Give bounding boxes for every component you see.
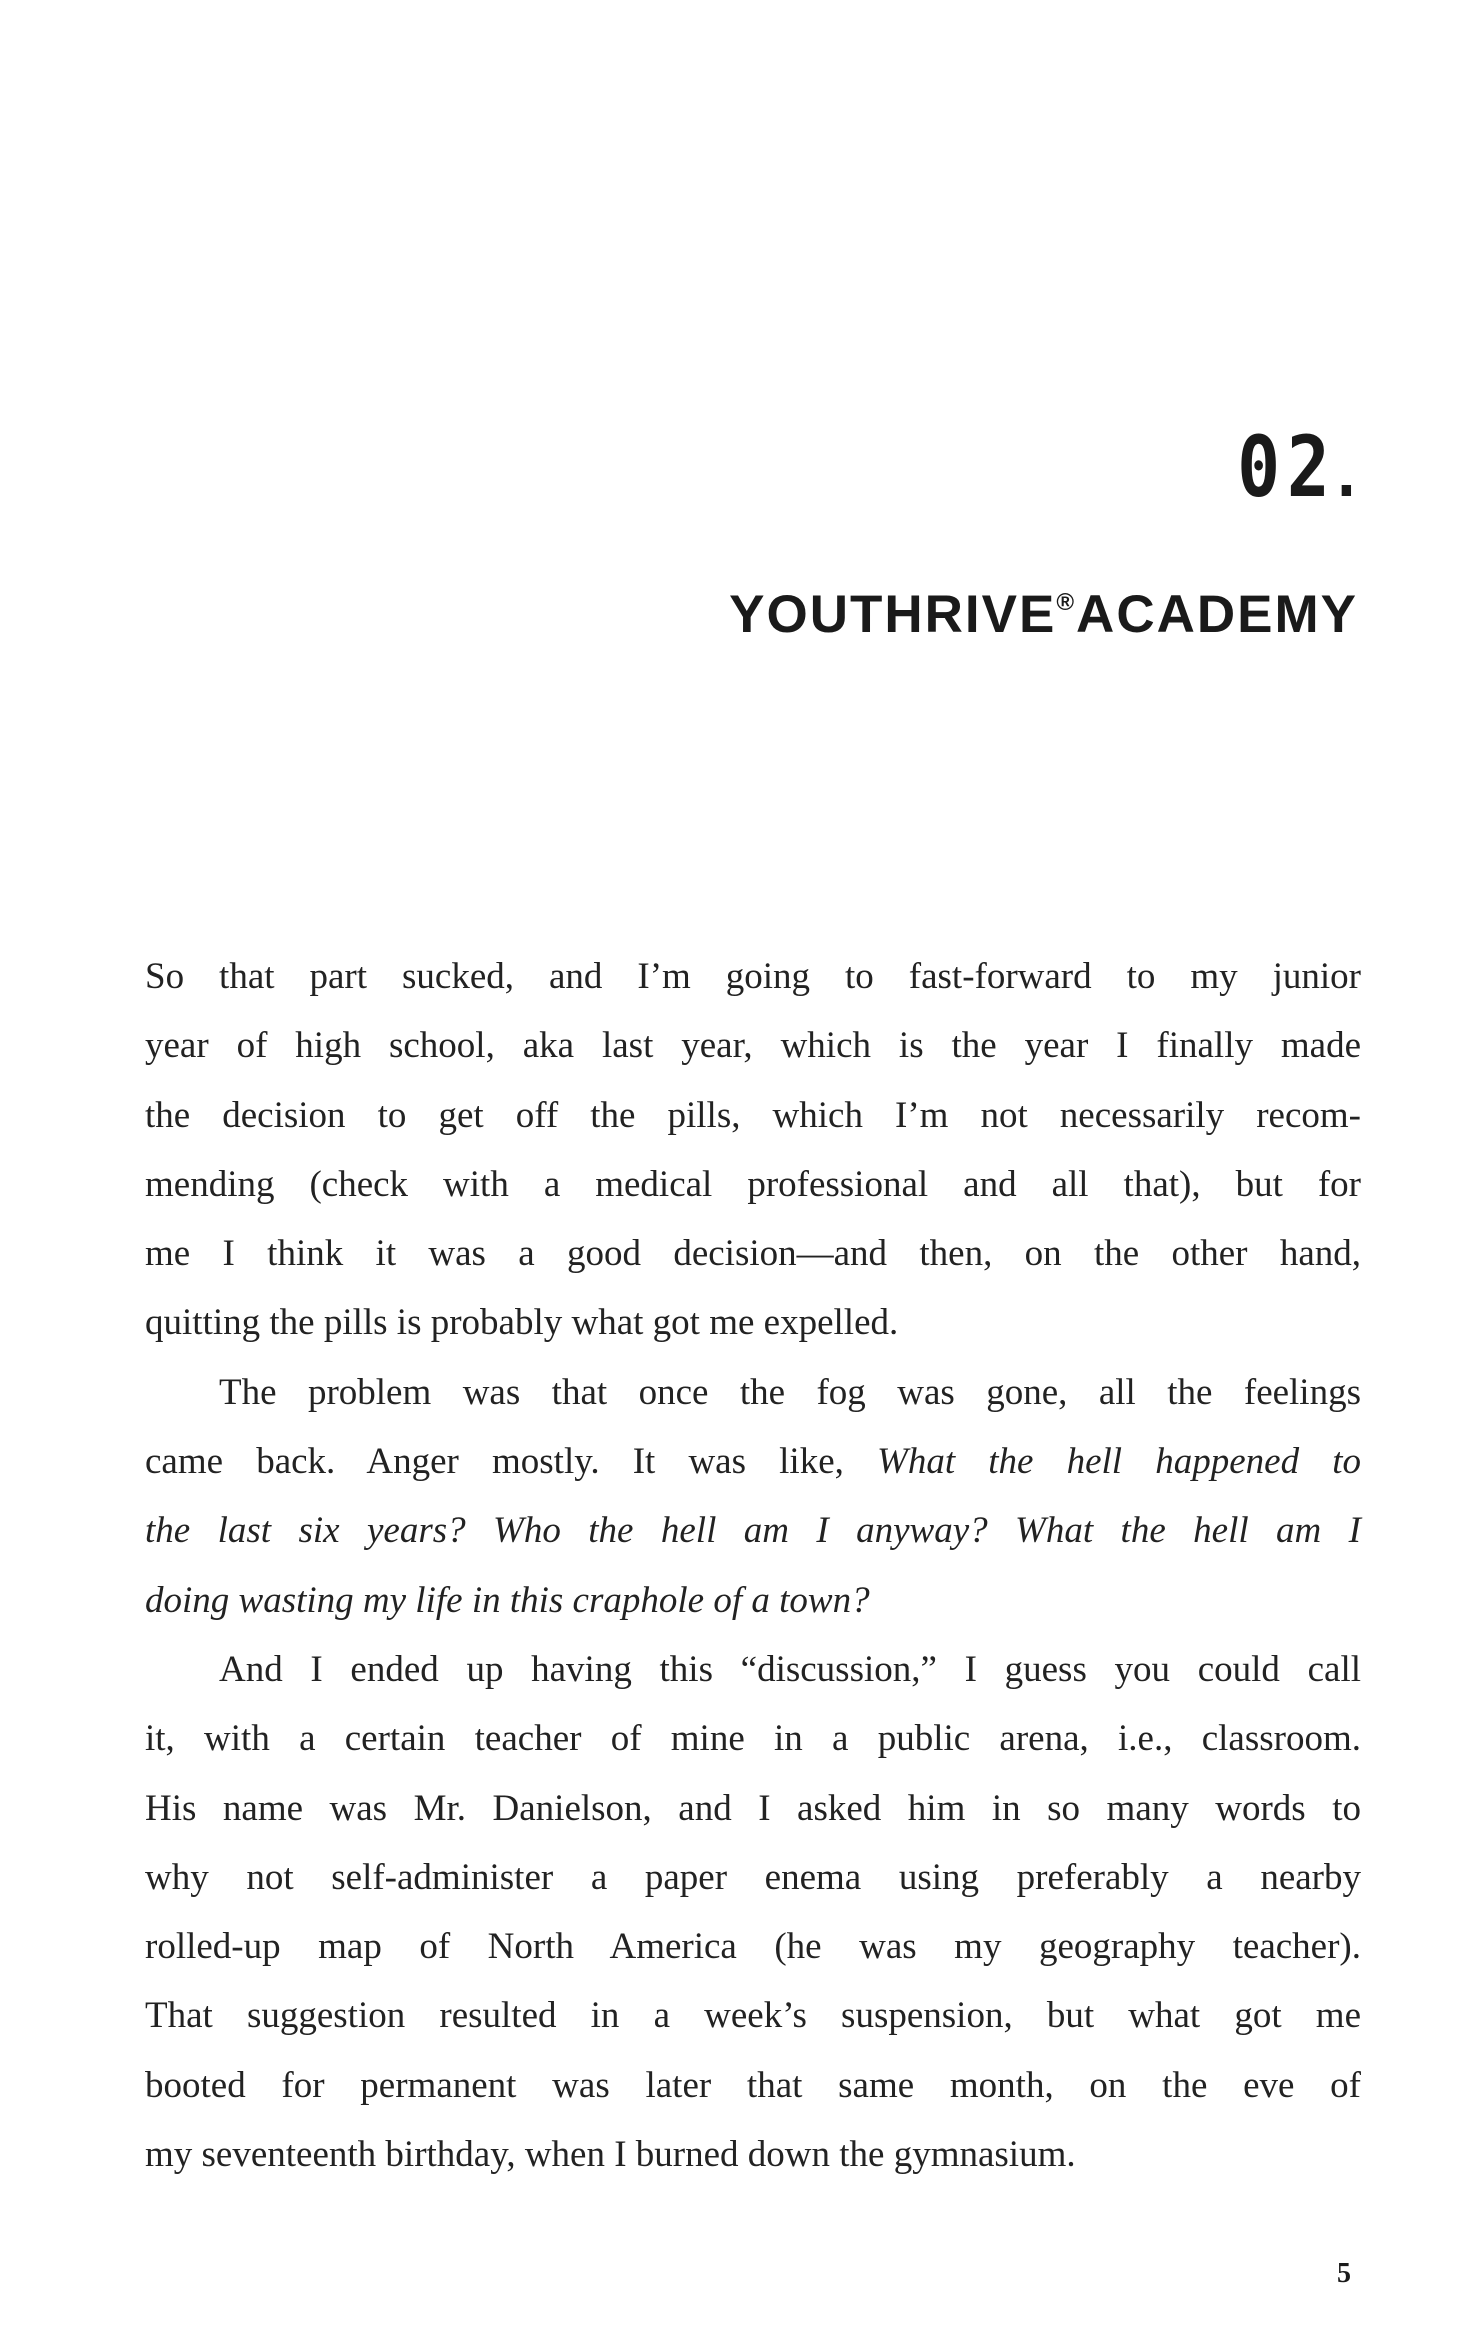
paragraph (145, 1635, 1361, 2189)
italic-text: the last six years? Who the hell am I anyway? What the hell am I (145, 1510, 1361, 1552)
text-segment: booted for permanent was later that same month, on the eve of (145, 2064, 1361, 2106)
chapter-number (1236, 418, 1351, 516)
text-segment: rolled-up map of North America (he was my geography teacher). (145, 1926, 1361, 1968)
page-number: 5 (1337, 2258, 1351, 2289)
text-segment: the decision to get off the pills, which I’m not necessarily recom- (145, 1094, 1361, 1136)
text-line (145, 1843, 1361, 1912)
text-line (145, 1150, 1361, 1219)
text-line (145, 1427, 1361, 1496)
text-line (145, 1011, 1361, 1080)
text-line (145, 1912, 1361, 1981)
chapter-title-part1: YOUTHRIVE (729, 585, 1057, 644)
registered-mark: ® (1056, 589, 1077, 616)
text-line (145, 2120, 1361, 2189)
paragraph (145, 942, 1361, 1358)
text-segment: my seventeenth birthday, when I burned down the gymnasium. (145, 2134, 1076, 2176)
italic-text: doing wasting my life in this craphole of a town? (145, 1579, 870, 1621)
text-line (145, 1635, 1361, 1704)
chapter-title-part2: ACADEMY (1076, 585, 1358, 644)
chapter-body-text (145, 942, 1361, 2189)
text-segment: So that part sucked, and I’m going to fast-forward to my junior (145, 956, 1361, 997)
text-segment: mending (check with a medical professional and all that), but for (145, 1163, 1361, 1205)
text-segment: it, with a certain teacher of mine in a public arena, i.e., classroom. (145, 1718, 1361, 1760)
text-line (145, 942, 1361, 1011)
italic-text: What the hell happened to (877, 1441, 1361, 1483)
paragraph (145, 1358, 1361, 1635)
text-segment: year of high school, aka last year, which is the year I finally made (145, 1025, 1361, 1067)
text-segment: The problem was that once the fog was gone, all the feelings (219, 1371, 1361, 1413)
text-line (145, 1981, 1361, 2050)
text-line (145, 1774, 1361, 1843)
text-segment: came back. Anger mostly. It was like, (145, 1441, 878, 1483)
text-line (145, 2051, 1361, 2120)
text-segment: And I ended up having this “discussion,” I guess you could call (219, 1648, 1361, 1690)
text-line (145, 1496, 1361, 1565)
chapter-title (729, 585, 1358, 644)
text-line (145, 1704, 1361, 1773)
text-segment: why not self-administer a paper enema using preferably a nearby (145, 1856, 1361, 1898)
text-line (145, 1566, 1361, 1635)
text-line (145, 1219, 1361, 1288)
chapter-number-dot (1342, 485, 1351, 496)
text-line (145, 1358, 1361, 1427)
text-segment: quitting the pills is probably what got me expelled. (145, 1302, 899, 1344)
text-segment: me I think it was a good decision—and then, on the other hand, (145, 1233, 1361, 1275)
text-segment: That suggestion resulted in a week’s suspension, but what got me (145, 1995, 1361, 2037)
text-line (145, 1081, 1361, 1150)
chapter-number-text: 02 (1236, 418, 1337, 516)
text-segment: His name was Mr. Danielson, and I asked him in so many words to (145, 1787, 1361, 1829)
text-line (145, 1288, 1361, 1357)
